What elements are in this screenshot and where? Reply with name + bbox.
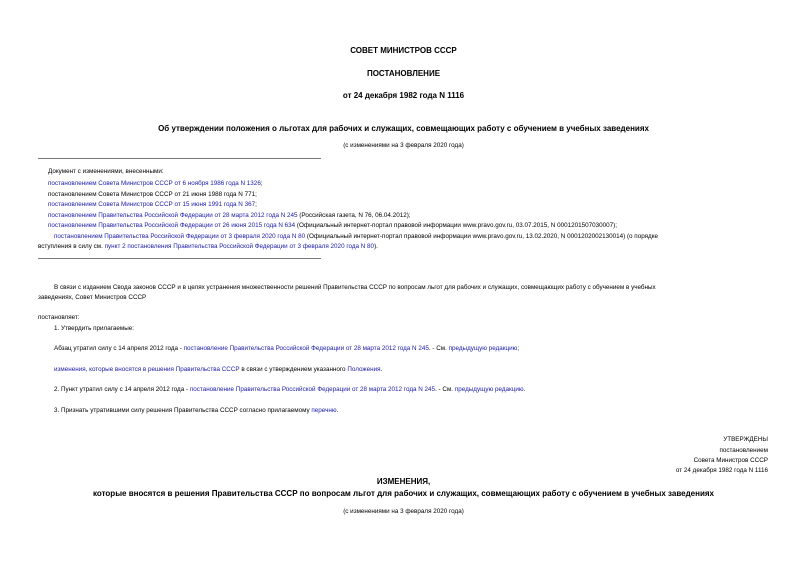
approval-line: УТВЕРЖДЕНЫ	[723, 436, 768, 443]
annex-title: ИЗМЕНЕНИЯ,	[376, 477, 431, 486]
change-item: постановлением Совета Министров СССР от 6 ноября 1986 года N 1326;	[48, 180, 263, 187]
point-3: 3. Признать утратившими силу решения Правительства СССР согласно прилагаемому перечню.	[54, 407, 339, 414]
organization-heading: СОВЕТ МИНИСТРОВ СССР	[350, 46, 457, 55]
change-link[interactable]: постановлением Правительства Российской Федерации от 3 февраля 2020 года N 80	[54, 233, 306, 240]
point-2: 2. Пункт утратил силу с 14 апреля 2012 года - постановление Правительства Российской Федерации от 28 марта 2012 года N 245. - См. предыдущую редакцию.	[54, 386, 526, 393]
change-link[interactable]: постановлением Правительства Российской Федерации от 28 марта 2012 года N 245	[48, 212, 298, 219]
previous-edition-link[interactable]: предыдущую редакцию	[454, 386, 524, 393]
changes-link[interactable]: изменения, которые вносятся в решения Правительства СССР	[54, 366, 240, 373]
change-item: постановлением Правительства Российской Федерации от 3 февраля 2020 года N 80 (Официальный интернет-портал правовой информации www.pravo.gov.ru, 13.02.2020, N 0001202002130014) (о порядке	[54, 233, 659, 240]
preamble-line: заведениях, Совет Министров СССР	[38, 294, 147, 301]
regulation-link[interactable]: Положения	[347, 366, 381, 373]
approval-line: Совета Министров СССР	[693, 457, 768, 464]
change-link[interactable]: постановлением Правительства Российской Федерации от 26 июня 2015 года N 634	[48, 222, 296, 229]
change-link[interactable]: постановлением Совета Министров СССР от 15 июня 1991 года N 367	[48, 201, 256, 208]
resolves-text: постановляет:	[38, 314, 80, 321]
approval-line: от 24 декабря 1982 года N 1116	[675, 467, 768, 474]
changes-paragraph: изменения, которые вносятся в решения Правительства СССР в связи с утверждением указанного Положения.	[54, 366, 383, 373]
resolution-link[interactable]: постановление Правительства Российской Федерации от 28 марта 2012 года N 245	[189, 386, 436, 393]
changes-intro: Документ с изменениями, внесенными:	[48, 168, 164, 175]
document-type: ПОСТАНОВЛЕНИЕ	[366, 69, 441, 78]
lapsed-paragraph: Абзац утратил силу с 14 апреля 2012 года - постановление Правительства Российской Федерации от 28 марта 2012 года N 245. - См. предыдущую редакцию;	[54, 345, 520, 352]
change-item: постановлением Совета Министров СССР от 21 июня 1988 года N 771;	[48, 191, 257, 198]
annex-amendment-note: (с изменениями на 3 февраля 2020 года)	[343, 508, 464, 515]
resolution-link[interactable]: постановление Правительства Российской Федерации от 28 марта 2012 года N 245	[183, 345, 429, 352]
divider-top	[38, 158, 321, 159]
change-item: постановлением Правительства Российской Федерации от 28 марта 2012 года N 245 (Российская газета, N 76, 06.04.2012);	[48, 212, 411, 219]
change-link[interactable]: пункт 2 постановления Правительства Российской Федерации от 3 февраля 2020 года N 80	[104, 243, 375, 250]
change-item-continued: вступления в силу см. пункт 2 постановления Правительства Российской Федерации от 3 февраля 2020 года N 80).	[38, 243, 378, 250]
document-title: Об утверждении положения о льготах для рабочих и служащих, совмещающих работу с обучением в учебных заведениях	[158, 124, 649, 133]
annex-subtitle: которые вносятся в решения Правительства СССР по вопросам льгот для рабочих и служащих, совмещающих работу с обучением в учебных заведениях	[93, 489, 714, 498]
change-item: постановлением Правительства Российской Федерации от 26 июня 2015 года N 634 (Официальный интернет-портал правовой информации www.pravo.gov.ru, 03.07.2015, N 0001201507030007);	[48, 222, 617, 229]
amendment-note: (с изменениями на 3 февраля 2020 года)	[343, 142, 464, 149]
divider-bottom	[38, 258, 321, 259]
preamble-line: В связи с изданием Свода законов СССР и в целях устранения множественности решений Правительства СССР по вопросам льгот для рабочих и служащих, совмещающих работу с обучением в учебных	[54, 284, 656, 291]
approval-line: постановлением	[719, 447, 768, 454]
list-link[interactable]: перечню	[311, 407, 337, 414]
change-item: постановлением Совета Министров СССР от 15 июня 1991 года N 367;	[48, 201, 257, 208]
previous-edition-link[interactable]: предыдущую редакцию	[448, 345, 518, 352]
date-number: от 24 декабря 1982 года N 1116	[342, 91, 465, 100]
point-1: 1. Утвердить прилагаемые:	[54, 325, 134, 332]
change-link[interactable]: постановлением Совета Министров СССР от 6 ноября 1986 года N 1326	[48, 180, 261, 187]
